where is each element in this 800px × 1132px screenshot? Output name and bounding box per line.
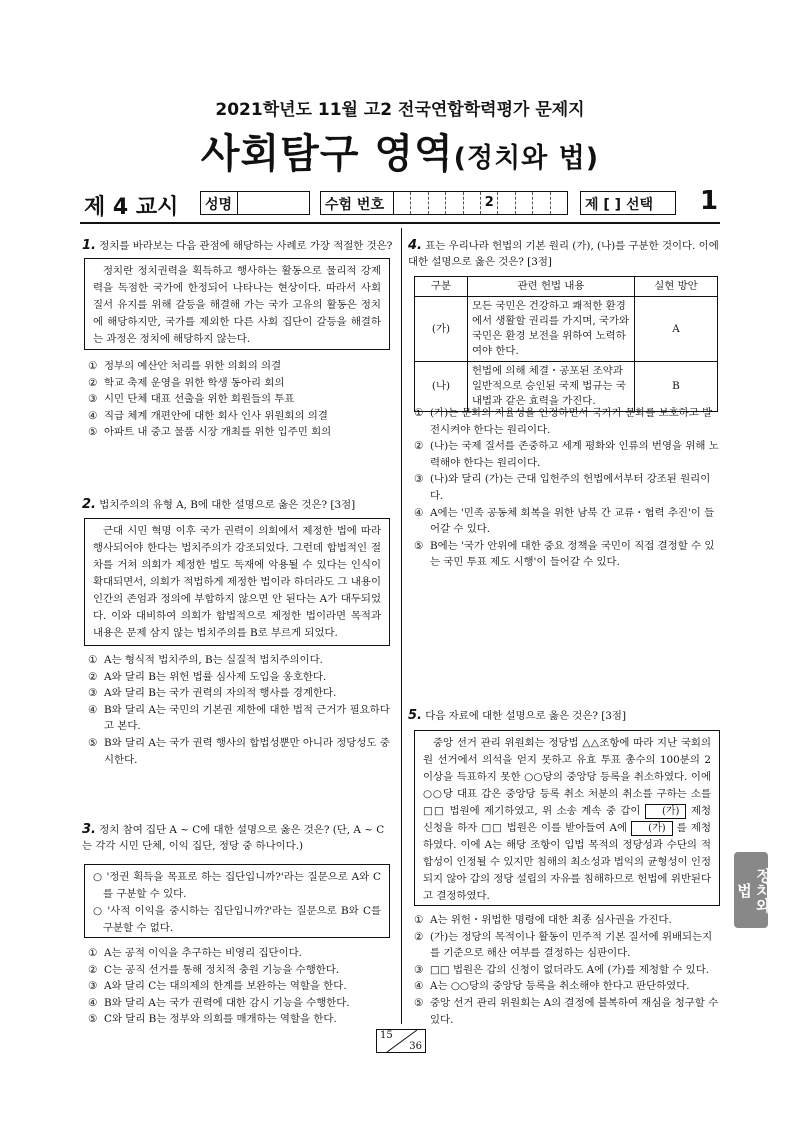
q5-choice[interactable]	[414, 962, 720, 979]
q3-choice[interactable]	[88, 962, 392, 979]
q3-choice[interactable]	[88, 978, 392, 995]
q3-choice-number: ③	[88, 980, 98, 993]
page-total: 36	[409, 1041, 422, 1052]
selection-box	[580, 191, 676, 215]
exam-subtitle: 2021학년도 11월 고2 전국연합학력평가 문제지	[215, 100, 585, 120]
q5-choice-text: (가)는 정당의 목적이나 활동이 민주적 기본 질서에 위배되는지를 기준으로 해산 여부를 결정하는 심판이다.	[430, 930, 713, 960]
q1-choice[interactable]	[88, 391, 392, 408]
q3-condition-item: ○ '정권 획득을 목표로 하는 집단입니까?'라는 질문으로 A와 C를 구분할 수 있다.	[93, 871, 381, 900]
q5-choice-number: ⑤	[414, 996, 424, 1009]
q2-number: 2.	[82, 497, 96, 512]
q3-choice-text: A는 공적 이익을 추구하는 비영리 집단이다.	[104, 947, 302, 959]
q4-choice-number: ②	[414, 440, 424, 453]
q5-choice[interactable]	[414, 978, 720, 995]
page-current: 15	[380, 1030, 393, 1041]
q4-choice[interactable]	[414, 405, 720, 438]
q2-choice-number: ④	[88, 703, 98, 716]
q3-stem-text: 정치 참여 집단 A ~ C에 대한 설명으로 옳은 것은? (단, A ~ C는 각각 시민 단체, 이익 집단, 정당 중 하나이다.)	[82, 824, 385, 852]
side-tab-label: 정치와 법	[735, 868, 772, 913]
q2-choice-text: B와 달리 A는 국가 권력 행사의 합법성뿐만 아니라 정당성도 중시한다.	[104, 736, 390, 766]
q5-choices	[414, 912, 720, 1028]
q2-choice-number: ③	[88, 687, 98, 700]
q5-choice-number: ④	[414, 980, 424, 993]
period-label: 제 4 교시	[84, 195, 179, 220]
q1-choice[interactable]	[88, 408, 392, 425]
q2-choice-text: A와 달리 B는 국가 권력의 자의적 행사를 경계한다.	[104, 687, 337, 700]
q5-passage	[414, 730, 720, 906]
q3-choice-number: ④	[88, 996, 98, 1009]
q3-condition-item: ○ '사적 이익을 중시하는 집단입니까?'라는 질문으로 B와 C를 구분할 수 없다.	[93, 905, 381, 934]
q3-choice-text: C는 공직 선거를 통해 정치적 충원 기능을 수행한다.	[104, 963, 340, 976]
q4-table	[414, 276, 718, 412]
q5-passage-part1: 중앙 선거 관리 위원회는 정당법 △△조항에 따라 지난 국회의원 선거에서 의석을 얻지 못하고 유효 투표 총수의 100분의 2 이상을 득표하지 못한 ○○당의 중앙당 등록을 취소하였다. 이에 ○○당 대표 갑은 중앙당 등록 취소 처분의 취소를 구하는 소를 □□ 법원에 제기하였고, 위 소송 계속 중 갑이	[423, 737, 711, 817]
q5-stem	[408, 708, 720, 724]
q4-choice-text: B에는 '국가 안위에 대한 중요 정책을 국민이 직접 결정할 수 있는 국민 투표 제도 시행'이 들어갈 수 있다.	[430, 539, 715, 569]
q4-cell-1-2: B	[635, 362, 718, 412]
q1-choice[interactable]	[88, 424, 392, 441]
exam-digit-cell[interactable]	[551, 192, 567, 214]
q4-cell-1-1: 헌법에 의해 체결・공포된 조약과 일반적으로 승인된 국제 법규는 국내법과 같은 효력을 가진다.	[468, 362, 635, 412]
q1-choice-text: 시민 단체 대표 선출을 위한 회원들의 투표	[104, 393, 295, 406]
q5-stem-text: 다음 자료에 대한 설명으로 옳은 것은? [3점]	[425, 710, 626, 722]
q3-choice-text: B와 달리 A는 국가 권력에 대한 감시 기능을 수행한다.	[104, 996, 350, 1009]
q4-cell-0-2: A	[635, 297, 718, 362]
q2-choice-number: ②	[88, 670, 98, 683]
q3-passage	[84, 864, 390, 938]
q2-choices	[88, 652, 392, 768]
q4-cell-1-0: (나)	[415, 362, 468, 412]
q2-choice-text: A와 달리 B는 위헌 법률 심사제 도입을 옹호한다.	[104, 670, 327, 683]
q2-choice-number: ⑤	[88, 736, 98, 749]
q4-choices	[414, 405, 720, 571]
exam-title-main: 사회탐구 영역	[200, 131, 454, 177]
q1-number: 1.	[82, 238, 96, 253]
q4-choice[interactable]	[414, 505, 720, 538]
q5-number: 5.	[408, 708, 422, 723]
q3-choice-text: A와 달리 C는 대의제의 한계를 보완하는 역할을 한다.	[104, 980, 347, 993]
q2-choice[interactable]	[88, 652, 392, 669]
exam-digit-cell[interactable]	[446, 192, 463, 214]
q4-choice[interactable]	[414, 438, 720, 471]
q1-choice-number: ③	[88, 393, 98, 406]
q1-choice-text: 정부의 예산안 처리를 위한 의회의 의결	[104, 360, 282, 372]
q1-choice[interactable]	[88, 375, 392, 392]
q3-choice[interactable]	[88, 945, 392, 962]
q1-choice[interactable]	[88, 358, 392, 375]
q2-stem	[82, 497, 394, 513]
q4-choice-number: ④	[414, 506, 424, 519]
q1-passage: 정치란 정치권력을 획득하고 행사하는 활동으로 물리적 강제력을 독점한 국가에 한정되어 나타나는 현상이다. 따라서 사회 질서 유지를 위해 갈등을 해결해 가는 국가 고유의 활동은 정치에 해당하지만, 국가를 제외한 다른 사회 집단이 갈등을 해결하는 과정은 정치에 해당하지 않는다.	[84, 258, 390, 350]
q3-choice[interactable]	[88, 995, 392, 1012]
q5-choice[interactable]	[414, 912, 720, 929]
q4-choice-number: ①	[414, 407, 424, 419]
q2-choice-text: A는 형식적 법치주의, B는 실질적 법치주의이다.	[104, 654, 323, 666]
q1-choices	[88, 358, 392, 441]
exam-digit-cell[interactable]	[498, 192, 515, 214]
q4-table-header	[415, 277, 718, 297]
q5-passage-part2: 제청 신청을 하자 □□ 법원은 이를 받아들여 A에	[423, 805, 712, 834]
exam-title-subject: (정치와 법)	[453, 143, 600, 174]
q3-number: 3.	[82, 822, 96, 837]
q4-number: 4.	[408, 238, 422, 253]
q2-stem-text: 법치주의의 유형 A, B에 대한 설명으로 옳은 것은? [3점]	[99, 499, 356, 511]
q5-choice-number: ①	[414, 914, 424, 926]
q5-passage-part3: 를 제청하였다. 이에 A는 해당 조항이 입법 목적의 정당성과 수단의 적합성이 인정될 수 있지만 침해의 최소성과 법익의 균형성이 인정되지 않아 갑의 정당 설립의 자유를 침해하므로 헌법에 위반된다고 결정하였다.	[423, 822, 711, 902]
column-divider	[401, 228, 402, 1024]
q4-stem-text: 표는 우리나라 헌법의 기본 원리 (가), (나)를 구분한 것이다. 이에 대한 설명으로 옳은 것은? [3점]	[408, 240, 719, 268]
subject-side-tab	[734, 852, 772, 928]
q4-stem	[408, 238, 720, 270]
q4-cell-0-0: (가)	[415, 297, 468, 362]
header-divider	[80, 222, 720, 224]
q5-choice-number: ②	[414, 930, 424, 943]
q1-choice-number: ②	[88, 376, 98, 389]
q4-choice[interactable]	[414, 471, 720, 504]
q4-choice-text: A에는 '민족 공동체 회복을 위한 남북 간 교류・협력 추진'이 들어갈 수 있다.	[430, 506, 715, 536]
exam-digit-cell[interactable]	[533, 192, 550, 214]
q2-choice-text: B와 달리 A는 국민의 기본권 제한에 대한 법적 근거가 필요하다고 본다.	[104, 703, 390, 733]
q5-choice-number: ③	[414, 963, 424, 976]
q3-choice-number: ②	[88, 963, 98, 976]
q2-choice[interactable]	[88, 685, 392, 702]
q1-choice-number: ⑤	[88, 426, 98, 439]
q3-choices	[88, 945, 392, 1028]
q4-choice-text: (나)와 달리 (가)는 근대 입헌주의 헌법에서부터 강조된 원리이다.	[430, 473, 711, 502]
exam-number-cells	[393, 192, 567, 214]
q4-th-2: 실현 방안	[635, 277, 718, 297]
q4-choice-number: ③	[414, 473, 424, 486]
q5-blank-2: (가)	[631, 821, 672, 836]
q5-blank-1: (가)	[645, 804, 686, 819]
exam-digit-cell[interactable]	[429, 192, 446, 214]
q1-choice-number: ④	[88, 409, 98, 422]
q4-choice-text: (나)는 국제 질서를 존중하고 세계 평화와 인류의 번영을 위해 노력해야 한다는 원리이다.	[430, 440, 719, 469]
name-box[interactable]	[200, 191, 310, 215]
name-label: 성명	[205, 197, 233, 213]
q2-choice-number: ①	[88, 654, 98, 666]
exam-number-box[interactable]	[320, 191, 568, 215]
q2-choice[interactable]	[88, 669, 392, 686]
q4-table-row	[415, 362, 718, 412]
q2-choice[interactable]	[88, 702, 392, 735]
q3-stem	[82, 822, 394, 854]
exam-digit-cell[interactable]	[464, 192, 481, 214]
q5-choice[interactable]	[414, 929, 720, 962]
page-number: 1	[700, 186, 719, 216]
q1-stem	[82, 238, 394, 254]
q4-table-row	[415, 297, 718, 362]
q4-th-1: 관련 헌법 내용	[468, 277, 635, 297]
q1-stem-text: 정치를 바라보는 다음 관점에 해당하는 사례로 가장 적절한 것은?	[99, 240, 393, 252]
q4-cell-0-1: 모든 국민은 건강하고 쾌적한 환경에서 생활할 권리를 가지며, 국가와 국민은 환경 보전을 위하여 노력하여야 한다.	[468, 297, 635, 362]
exam-title	[0, 122, 800, 179]
exam-number-label: 수험 번호	[325, 197, 384, 213]
q1-choice-text: 아파트 내 중고 물품 시장 개최를 위한 입주민 회의	[104, 426, 332, 439]
q4-choice[interactable]	[414, 538, 720, 571]
q3-choice-number: ⑤	[88, 1013, 98, 1026]
exam-digit-cell[interactable]: 2	[481, 192, 498, 214]
q1-choice-text: 학교 축제 운영을 위한 학생 동아리 회의	[104, 376, 285, 389]
page-counter	[376, 1029, 426, 1053]
exam-digit-cell[interactable]	[516, 192, 533, 214]
q5-choice[interactable]	[414, 995, 720, 1028]
q1-choice-text: 직급 체계 개편안에 대한 회사 인사 위원회의 의결	[104, 409, 328, 422]
exam-digit-cell[interactable]	[411, 192, 428, 214]
q5-choice-text: 중앙 선거 관리 위원회는 A의 결정에 불복하여 재심을 청구할 수 있다.	[430, 996, 719, 1026]
q4-choice-number: ⑤	[414, 539, 424, 552]
q1-choice-number: ①	[88, 360, 98, 372]
q3-choice-text: C와 달리 B는 정부와 의회를 매개하는 역할을 한다.	[104, 1013, 337, 1026]
selection-label: 제 [ ] 선택	[585, 197, 653, 213]
q4-th-0: 구분	[415, 277, 468, 297]
q3-choice-number: ①	[88, 947, 98, 959]
q2-choice[interactable]	[88, 735, 392, 768]
q5-choice-text: A는 ○○당의 중앙당 등록을 취소해야 한다고 판단하였다.	[430, 980, 690, 993]
q4-choice-text: (가)는 문화의 자율성을 인정하면서 국가가 문화를 보호하고 발전시켜야 한다는 원리이다.	[430, 407, 713, 436]
q5-choice-text: A는 위헌・위법한 명령에 대한 최종 심사권을 가진다.	[430, 914, 672, 926]
q3-choice[interactable]	[88, 1011, 392, 1028]
exam-digit-cell[interactable]	[394, 192, 411, 214]
q2-passage: 근대 시민 혁명 이후 국가 권력이 의회에서 제정한 법에 따라 행사되어야 한다는 법치주의가 강조되었다. 그런데 합법적인 절차를 거쳐 의회가 제정한 법도 독재에 악용될 수 있다는 인식이 확대되면서, 의회가 적법하게 제정한 법이라 하더라도 그 내용이 인간의 존엄과 정의에 부합하지 않으면 안 된다는 A가 대두되었다. 이와 대비하여 의회가 합법적으로 제정한 법이라면 목적과 내용은 문제 삼지 않는 법치주의를 B로 부르게 되었다.	[84, 518, 390, 646]
q5-choice-text: □□ 법원은 갑의 신청이 없더라도 A에 (가)를 제청할 수 있다.	[430, 963, 710, 976]
